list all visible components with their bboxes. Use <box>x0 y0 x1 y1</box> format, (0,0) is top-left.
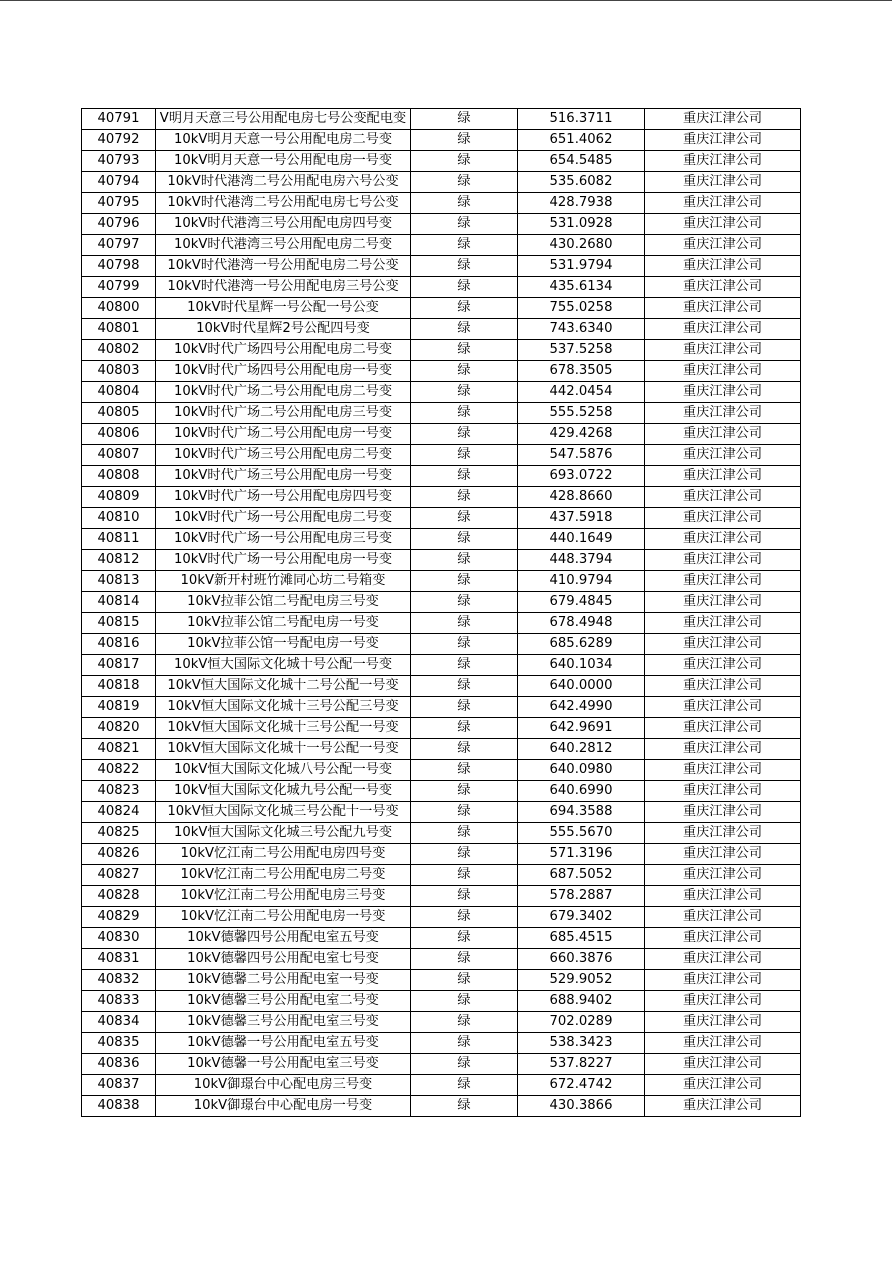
table-row <box>82 1012 801 1033</box>
transformer-name-cell: 10kV恒大国际文化城三号公配十一号变 <box>156 802 411 823</box>
table-row <box>82 571 801 592</box>
table-row <box>82 718 801 739</box>
company-cell: 重庆江津公司 <box>645 151 801 172</box>
transformer-name-cell: 10kV忆江南二号公用配电房四号变 <box>156 844 411 865</box>
transformer-name-cell: 10kV时代广场二号公用配电房二号变 <box>156 382 411 403</box>
row-id-cell: 40824 <box>82 802 156 823</box>
transformer-name-cell: 10kV时代广场四号公用配电房一号变 <box>156 361 411 382</box>
company-cell: 重庆江津公司 <box>645 676 801 697</box>
status-cell: 绿 <box>411 865 518 886</box>
company-cell: 重庆江津公司 <box>645 844 801 865</box>
row-id-cell: 40814 <box>82 592 156 613</box>
table-row <box>82 361 801 382</box>
company-cell: 重庆江津公司 <box>645 739 801 760</box>
status-cell: 绿 <box>411 1012 518 1033</box>
status-cell: 绿 <box>411 886 518 907</box>
value-cell: 547.5876 <box>518 445 645 466</box>
table-row <box>82 907 801 928</box>
company-cell: 重庆江津公司 <box>645 655 801 676</box>
row-id-cell: 40794 <box>82 172 156 193</box>
company-cell: 重庆江津公司 <box>645 193 801 214</box>
value-cell: 688.9402 <box>518 991 645 1012</box>
status-cell: 绿 <box>411 151 518 172</box>
transformer-name-cell: 10kV时代广场三号公用配电房一号变 <box>156 466 411 487</box>
transformer-name-cell: 10kV恒大国际文化城九号公配一号变 <box>156 781 411 802</box>
transformer-name-cell: 10kV时代港湾一号公用配电房三号公变 <box>156 277 411 298</box>
table-row <box>82 760 801 781</box>
value-cell: 535.6082 <box>518 172 645 193</box>
status-cell: 绿 <box>411 172 518 193</box>
value-cell: 448.3794 <box>518 550 645 571</box>
company-cell: 重庆江津公司 <box>645 907 801 928</box>
status-cell: 绿 <box>411 340 518 361</box>
status-cell: 绿 <box>411 550 518 571</box>
table-row <box>82 193 801 214</box>
value-cell: 702.0289 <box>518 1012 645 1033</box>
table-row <box>82 655 801 676</box>
row-id-cell: 40825 <box>82 823 156 844</box>
table-row <box>82 130 801 151</box>
row-id-cell: 40832 <box>82 970 156 991</box>
value-cell: 642.4990 <box>518 697 645 718</box>
company-cell: 重庆江津公司 <box>645 529 801 550</box>
status-cell: 绿 <box>411 781 518 802</box>
row-id-cell: 40812 <box>82 550 156 571</box>
value-cell: 687.5052 <box>518 865 645 886</box>
value-cell: 529.9052 <box>518 970 645 991</box>
value-cell: 531.0928 <box>518 214 645 235</box>
table-row <box>82 403 801 424</box>
table-row <box>82 949 801 970</box>
company-cell: 重庆江津公司 <box>645 256 801 277</box>
status-cell: 绿 <box>411 634 518 655</box>
table-row <box>82 109 801 130</box>
company-cell: 重庆江津公司 <box>645 445 801 466</box>
company-cell: 重庆江津公司 <box>645 214 801 235</box>
row-id-cell: 40796 <box>82 214 156 235</box>
transformer-name-cell: 10kV德馨一号公用配电室三号变 <box>156 1054 411 1075</box>
transformer-name-cell: 10kV忆江南二号公用配电房二号变 <box>156 865 411 886</box>
value-cell: 679.4845 <box>518 592 645 613</box>
row-id-cell: 40829 <box>82 907 156 928</box>
status-cell: 绿 <box>411 508 518 529</box>
status-cell: 绿 <box>411 655 518 676</box>
row-id-cell: 40836 <box>82 1054 156 1075</box>
status-cell: 绿 <box>411 676 518 697</box>
transformer-name-cell: 10kV拉菲公馆二号配电房三号变 <box>156 592 411 613</box>
row-id-cell: 40837 <box>82 1075 156 1096</box>
row-id-cell: 40833 <box>82 991 156 1012</box>
value-cell: 694.3588 <box>518 802 645 823</box>
status-cell: 绿 <box>411 109 518 130</box>
row-id-cell: 40799 <box>82 277 156 298</box>
row-id-cell: 40802 <box>82 340 156 361</box>
value-cell: 640.2812 <box>518 739 645 760</box>
transformer-name-cell: 10kV时代广场一号公用配电房二号变 <box>156 508 411 529</box>
company-cell: 重庆江津公司 <box>645 613 801 634</box>
status-cell: 绿 <box>411 592 518 613</box>
table-row <box>82 1075 801 1096</box>
row-id-cell: 40805 <box>82 403 156 424</box>
status-cell: 绿 <box>411 1075 518 1096</box>
company-cell: 重庆江津公司 <box>645 487 801 508</box>
value-cell: 537.8227 <box>518 1054 645 1075</box>
table-row <box>82 172 801 193</box>
row-id-cell: 40826 <box>82 844 156 865</box>
company-cell: 重庆江津公司 <box>645 466 801 487</box>
value-cell: 516.3711 <box>518 109 645 130</box>
table-row <box>82 970 801 991</box>
table-row <box>82 781 801 802</box>
table-row <box>82 256 801 277</box>
table-row <box>82 1096 801 1117</box>
transformer-name-cell: 10kV明月天意一号公用配电房二号变 <box>156 130 411 151</box>
status-cell: 绿 <box>411 1054 518 1075</box>
transformer-name-cell: 10kV时代广场一号公用配电房四号变 <box>156 487 411 508</box>
company-cell: 重庆江津公司 <box>645 508 801 529</box>
table-row <box>82 823 801 844</box>
status-cell: 绿 <box>411 991 518 1012</box>
transformer-name-cell: 10kV德馨二号公用配电室一号变 <box>156 970 411 991</box>
row-id-cell: 40803 <box>82 361 156 382</box>
status-cell: 绿 <box>411 613 518 634</box>
status-cell: 绿 <box>411 487 518 508</box>
company-cell: 重庆江津公司 <box>645 109 801 130</box>
transformer-name-cell: 10kV时代广场一号公用配电房三号变 <box>156 529 411 550</box>
row-id-cell: 40819 <box>82 697 156 718</box>
transformer-name-cell: 10kV恒大国际文化城十三号公配一号变 <box>156 718 411 739</box>
status-cell: 绿 <box>411 739 518 760</box>
row-id-cell: 40797 <box>82 235 156 256</box>
row-id-cell: 40830 <box>82 928 156 949</box>
table-row <box>82 340 801 361</box>
company-cell: 重庆江津公司 <box>645 1054 801 1075</box>
company-cell: 重庆江津公司 <box>645 550 801 571</box>
company-cell: 重庆江津公司 <box>645 571 801 592</box>
table-row <box>82 214 801 235</box>
transformer-name-cell: 10kV恒大国际文化城三号公配九号变 <box>156 823 411 844</box>
transformer-name-cell: 10kV德馨四号公用配电室五号变 <box>156 928 411 949</box>
company-cell: 重庆江津公司 <box>645 991 801 1012</box>
value-cell: 435.6134 <box>518 277 645 298</box>
status-cell: 绿 <box>411 403 518 424</box>
value-cell: 678.3505 <box>518 361 645 382</box>
status-cell: 绿 <box>411 1033 518 1054</box>
table-row <box>82 151 801 172</box>
transformer-name-cell: 10kV御璟台中心配电房三号变 <box>156 1075 411 1096</box>
transformer-name-cell: 10kV新开村班竹滩同心坊二号箱变 <box>156 571 411 592</box>
table-row <box>82 991 801 1012</box>
status-cell: 绿 <box>411 214 518 235</box>
status-cell: 绿 <box>411 802 518 823</box>
status-cell: 绿 <box>411 382 518 403</box>
company-cell: 重庆江津公司 <box>645 949 801 970</box>
transformer-name-cell: 10kV时代星辉2号公配四号变 <box>156 319 411 340</box>
row-id-cell: 40827 <box>82 865 156 886</box>
transformer-name-cell: 10kV时代广场四号公用配电房二号变 <box>156 340 411 361</box>
row-id-cell: 40801 <box>82 319 156 340</box>
row-id-cell: 40835 <box>82 1033 156 1054</box>
value-cell: 428.7938 <box>518 193 645 214</box>
value-cell: 642.9691 <box>518 718 645 739</box>
table-row <box>82 844 801 865</box>
value-cell: 571.3196 <box>518 844 645 865</box>
value-cell: 538.3423 <box>518 1033 645 1054</box>
table-row <box>82 1033 801 1054</box>
table-row <box>82 634 801 655</box>
value-cell: 440.1649 <box>518 529 645 550</box>
status-cell: 绿 <box>411 193 518 214</box>
value-cell: 437.5918 <box>518 508 645 529</box>
transformer-name-cell: 10kV德馨三号公用配电室三号变 <box>156 1012 411 1033</box>
table-row <box>82 739 801 760</box>
status-cell: 绿 <box>411 907 518 928</box>
status-cell: 绿 <box>411 970 518 991</box>
table-row <box>82 424 801 445</box>
company-cell: 重庆江津公司 <box>645 697 801 718</box>
company-cell: 重庆江津公司 <box>645 298 801 319</box>
value-cell: 442.0454 <box>518 382 645 403</box>
row-id-cell: 40818 <box>82 676 156 697</box>
status-cell: 绿 <box>411 571 518 592</box>
table-row <box>82 1054 801 1075</box>
transformer-name-cell: 10kV拉菲公馆二号配电房一号变 <box>156 613 411 634</box>
row-id-cell: 40816 <box>82 634 156 655</box>
row-id-cell: 40795 <box>82 193 156 214</box>
row-id-cell: 40831 <box>82 949 156 970</box>
transformer-name-cell: 10kV恒大国际文化城十二号公配一号变 <box>156 676 411 697</box>
value-cell: 410.9794 <box>518 571 645 592</box>
row-id-cell: 40806 <box>82 424 156 445</box>
transformer-name-cell: 10kV德馨三号公用配电室二号变 <box>156 991 411 1012</box>
table-row <box>82 508 801 529</box>
status-cell: 绿 <box>411 823 518 844</box>
company-cell: 重庆江津公司 <box>645 718 801 739</box>
company-cell: 重庆江津公司 <box>645 970 801 991</box>
row-id-cell: 40807 <box>82 445 156 466</box>
status-cell: 绿 <box>411 298 518 319</box>
company-cell: 重庆江津公司 <box>645 886 801 907</box>
table-row <box>82 382 801 403</box>
company-cell: 重庆江津公司 <box>645 424 801 445</box>
transformer-name-cell: 10kV恒大国际文化城十一号公配一号变 <box>156 739 411 760</box>
company-cell: 重庆江津公司 <box>645 1012 801 1033</box>
table-row <box>82 592 801 613</box>
value-cell: 640.6990 <box>518 781 645 802</box>
value-cell: 660.3876 <box>518 949 645 970</box>
status-cell: 绿 <box>411 718 518 739</box>
company-cell: 重庆江津公司 <box>645 130 801 151</box>
transformer-name-cell: 10kV恒大国际文化城十号公配一号变 <box>156 655 411 676</box>
table-row <box>82 529 801 550</box>
row-id-cell: 40811 <box>82 529 156 550</box>
table-row <box>82 802 801 823</box>
value-cell: 640.0980 <box>518 760 645 781</box>
row-id-cell: 40817 <box>82 655 156 676</box>
table-row <box>82 697 801 718</box>
status-cell: 绿 <box>411 1096 518 1117</box>
status-cell: 绿 <box>411 466 518 487</box>
table-row <box>82 298 801 319</box>
table-body <box>82 109 801 1117</box>
page-top-border <box>0 0 892 1</box>
company-cell: 重庆江津公司 <box>645 340 801 361</box>
company-cell: 重庆江津公司 <box>645 634 801 655</box>
row-id-cell: 40822 <box>82 760 156 781</box>
value-cell: 679.3402 <box>518 907 645 928</box>
transformer-name-cell: 10kV时代广场二号公用配电房三号变 <box>156 403 411 424</box>
table-row <box>82 865 801 886</box>
value-cell: 654.5485 <box>518 151 645 172</box>
company-cell: 重庆江津公司 <box>645 1033 801 1054</box>
company-cell: 重庆江津公司 <box>645 382 801 403</box>
company-cell: 重庆江津公司 <box>645 781 801 802</box>
transformer-name-cell: 10kV拉菲公馆一号配电房一号变 <box>156 634 411 655</box>
value-cell: 693.0722 <box>518 466 645 487</box>
company-cell: 重庆江津公司 <box>645 592 801 613</box>
transformer-name-cell: 10kV恒大国际文化城八号公配一号变 <box>156 760 411 781</box>
company-cell: 重庆江津公司 <box>645 319 801 340</box>
value-cell: 640.0000 <box>518 676 645 697</box>
value-cell: 429.4268 <box>518 424 645 445</box>
table-row <box>82 277 801 298</box>
table-row <box>82 487 801 508</box>
value-cell: 430.3866 <box>518 1096 645 1117</box>
row-id-cell: 40808 <box>82 466 156 487</box>
row-id-cell: 40838 <box>82 1096 156 1117</box>
row-id-cell: 40823 <box>82 781 156 802</box>
transformer-name-cell: 10kV时代港湾二号公用配电房七号公变 <box>156 193 411 214</box>
transformer-name-cell: V明月天意三号公用配电房七号公变配电变 <box>156 109 411 130</box>
status-cell: 绿 <box>411 130 518 151</box>
company-cell: 重庆江津公司 <box>645 361 801 382</box>
status-cell: 绿 <box>411 760 518 781</box>
value-cell: 672.4742 <box>518 1075 645 1096</box>
value-cell: 678.4948 <box>518 613 645 634</box>
row-id-cell: 40815 <box>82 613 156 634</box>
transformer-name-cell: 10kV时代港湾三号公用配电房二号变 <box>156 235 411 256</box>
value-cell: 428.8660 <box>518 487 645 508</box>
transformer-name-cell: 10kV时代港湾三号公用配电房四号变 <box>156 214 411 235</box>
transformer-name-cell: 10kV时代港湾一号公用配电房二号公变 <box>156 256 411 277</box>
value-cell: 640.1034 <box>518 655 645 676</box>
table-row <box>82 928 801 949</box>
transformer-name-cell: 10kV御璟台中心配电房一号变 <box>156 1096 411 1117</box>
company-cell: 重庆江津公司 <box>645 865 801 886</box>
company-cell: 重庆江津公司 <box>645 403 801 424</box>
transformer-name-cell: 10kV忆江南二号公用配电房一号变 <box>156 907 411 928</box>
status-cell: 绿 <box>411 697 518 718</box>
row-id-cell: 40800 <box>82 298 156 319</box>
row-id-cell: 40810 <box>82 508 156 529</box>
table-row <box>82 235 801 256</box>
company-cell: 重庆江津公司 <box>645 1096 801 1117</box>
status-cell: 绿 <box>411 277 518 298</box>
table-row <box>82 550 801 571</box>
company-cell: 重庆江津公司 <box>645 235 801 256</box>
status-cell: 绿 <box>411 445 518 466</box>
status-cell: 绿 <box>411 424 518 445</box>
transformer-name-cell: 10kV明月天意一号公用配电房一号变 <box>156 151 411 172</box>
row-id-cell: 40821 <box>82 739 156 760</box>
row-id-cell: 40834 <box>82 1012 156 1033</box>
value-cell: 578.2887 <box>518 886 645 907</box>
company-cell: 重庆江津公司 <box>645 1075 801 1096</box>
transformer-name-cell: 10kV德馨一号公用配电室五号变 <box>156 1033 411 1054</box>
transformer-name-cell: 10kV时代广场一号公用配电房一号变 <box>156 550 411 571</box>
table-row <box>82 613 801 634</box>
value-cell: 555.5670 <box>518 823 645 844</box>
row-id-cell: 40804 <box>82 382 156 403</box>
company-cell: 重庆江津公司 <box>645 760 801 781</box>
row-id-cell: 40828 <box>82 886 156 907</box>
transformer-name-cell: 10kV时代广场三号公用配电房二号变 <box>156 445 411 466</box>
row-id-cell: 40820 <box>82 718 156 739</box>
row-id-cell: 40813 <box>82 571 156 592</box>
value-cell: 531.9794 <box>518 256 645 277</box>
company-cell: 重庆江津公司 <box>645 172 801 193</box>
row-id-cell: 40792 <box>82 130 156 151</box>
transformer-name-cell: 10kV恒大国际文化城十三号公配三号变 <box>156 697 411 718</box>
table-row <box>82 886 801 907</box>
company-cell: 重庆江津公司 <box>645 823 801 844</box>
data-table <box>81 108 801 1117</box>
status-cell: 绿 <box>411 928 518 949</box>
transformer-name-cell: 10kV时代星辉一号公配一号公变 <box>156 298 411 319</box>
table-row <box>82 445 801 466</box>
value-cell: 685.6289 <box>518 634 645 655</box>
status-cell: 绿 <box>411 361 518 382</box>
status-cell: 绿 <box>411 319 518 340</box>
status-cell: 绿 <box>411 256 518 277</box>
status-cell: 绿 <box>411 844 518 865</box>
status-cell: 绿 <box>411 949 518 970</box>
value-cell: 685.4515 <box>518 928 645 949</box>
table-row <box>82 319 801 340</box>
value-cell: 430.2680 <box>518 235 645 256</box>
company-cell: 重庆江津公司 <box>645 928 801 949</box>
value-cell: 755.0258 <box>518 298 645 319</box>
value-cell: 743.6340 <box>518 319 645 340</box>
row-id-cell: 40798 <box>82 256 156 277</box>
status-cell: 绿 <box>411 235 518 256</box>
transformer-name-cell: 10kV德馨四号公用配电室七号变 <box>156 949 411 970</box>
row-id-cell: 40809 <box>82 487 156 508</box>
transformer-name-cell: 10kV时代港湾二号公用配电房六号公变 <box>156 172 411 193</box>
transformer-name-cell: 10kV忆江南二号公用配电房三号变 <box>156 886 411 907</box>
row-id-cell: 40793 <box>82 151 156 172</box>
table-row <box>82 676 801 697</box>
company-cell: 重庆江津公司 <box>645 802 801 823</box>
status-cell: 绿 <box>411 529 518 550</box>
row-id-cell: 40791 <box>82 109 156 130</box>
value-cell: 537.5258 <box>518 340 645 361</box>
company-cell: 重庆江津公司 <box>645 277 801 298</box>
transformer-name-cell: 10kV时代广场二号公用配电房一号变 <box>156 424 411 445</box>
table-row <box>82 466 801 487</box>
value-cell: 555.5258 <box>518 403 645 424</box>
value-cell: 651.4062 <box>518 130 645 151</box>
